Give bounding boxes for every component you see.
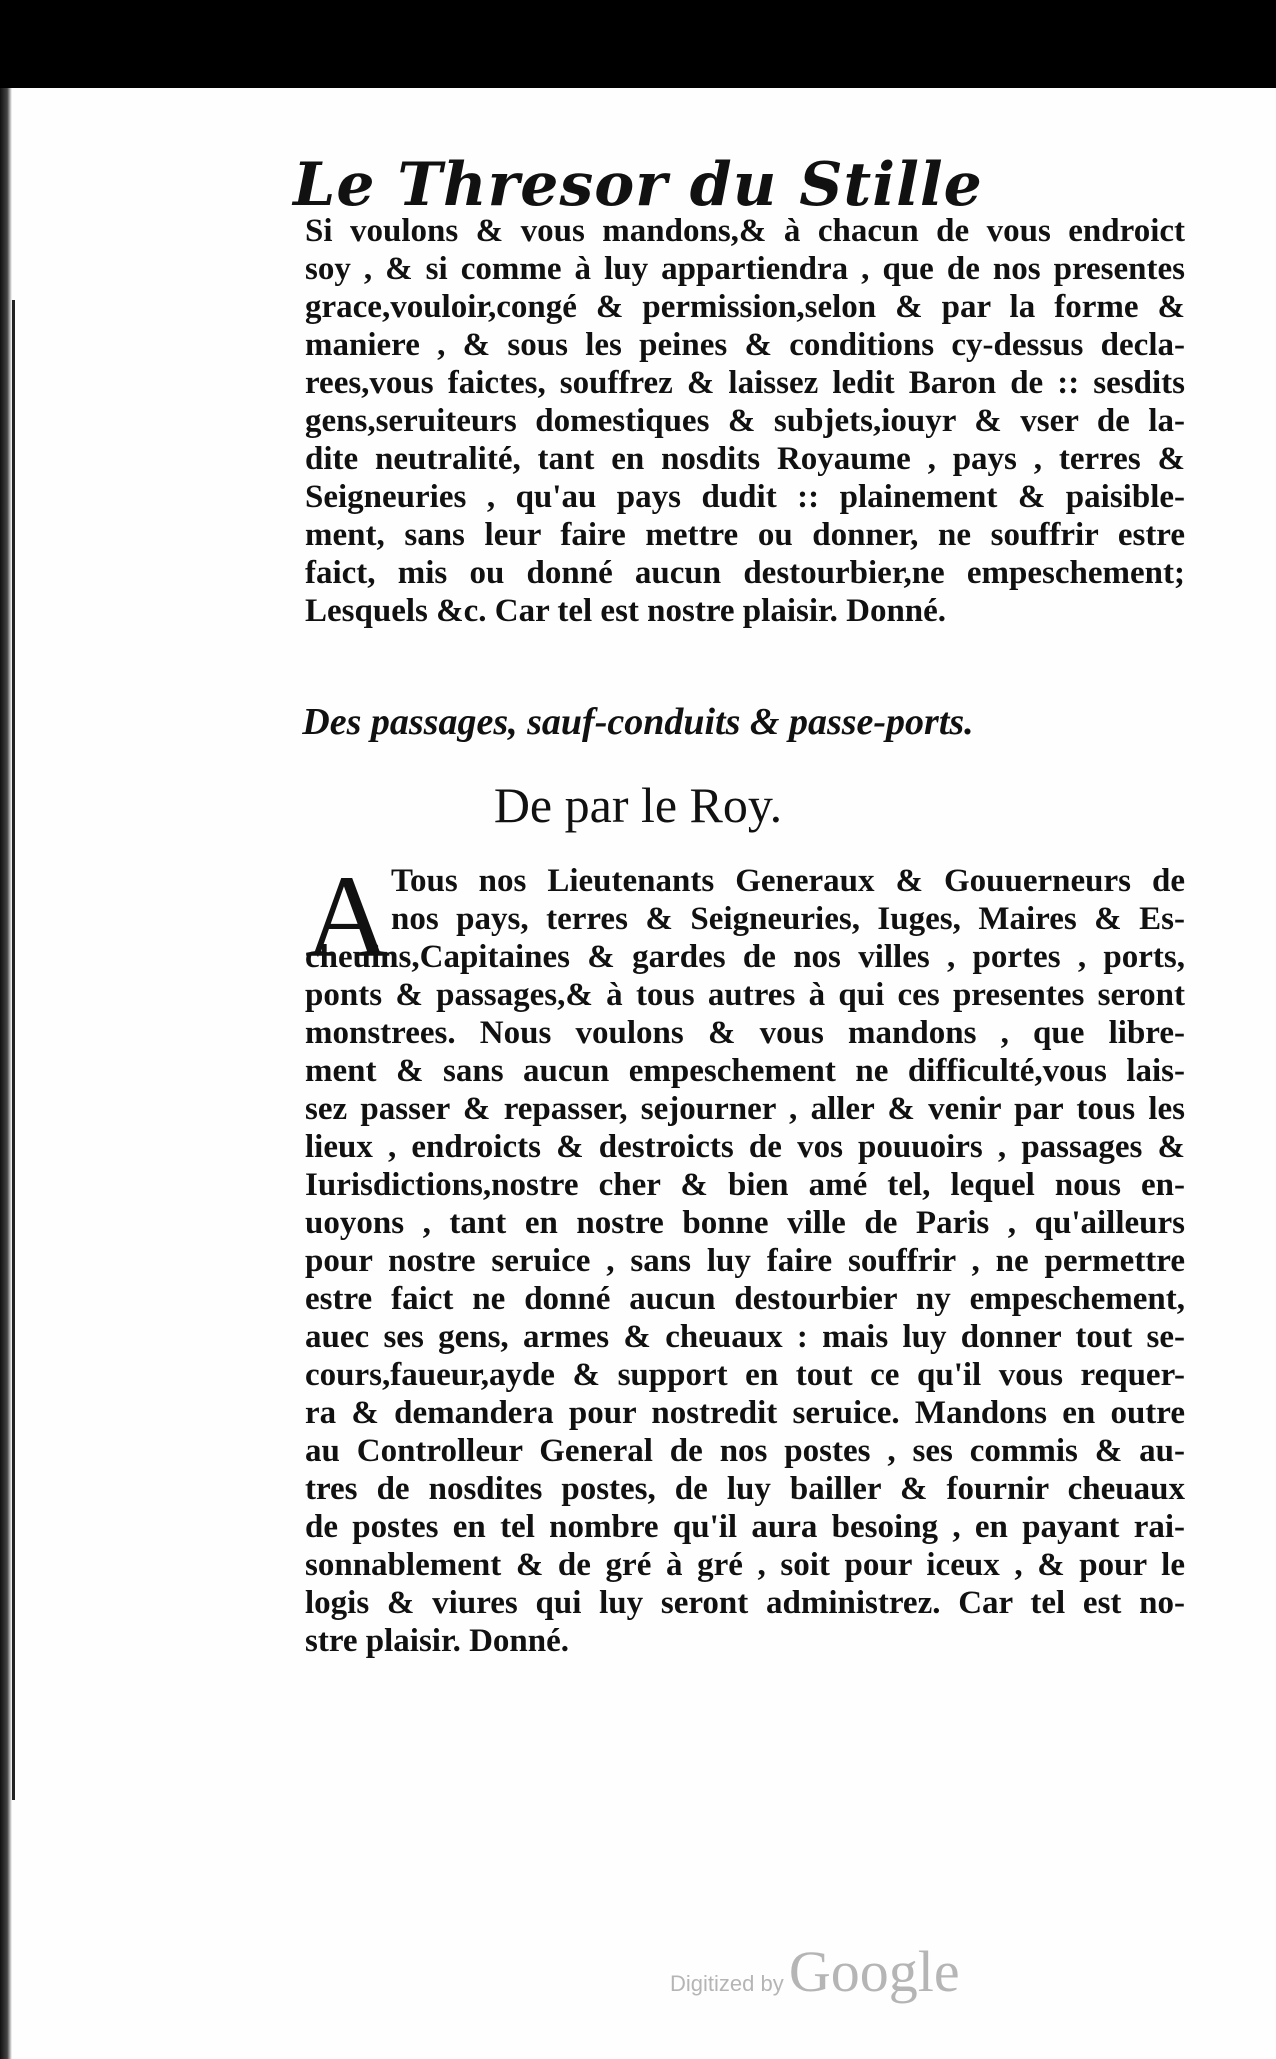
google-watermark bbox=[670, 1938, 960, 2005]
text-line: estre faict ne donné aucun destourbier ny empeschement, bbox=[305, 1281, 1185, 1317]
watermark-prefix: Digitized by bbox=[670, 1971, 784, 1996]
text-line: sonnablement & de gré à gré , soit pour iceux , & pour le bbox=[305, 1547, 1185, 1583]
drop-cap: A bbox=[305, 851, 391, 982]
text-line: maniere , & sous les peines & conditions cy-dessus decla- bbox=[305, 327, 1185, 363]
paragraph-passeport bbox=[305, 851, 1185, 1660]
text-line: Tous nos Lieutenants Generaux & Gouuerneurs de bbox=[391, 863, 1185, 899]
text-line: ra & demandera pour nostredit seruice. Mandons en outre bbox=[305, 1395, 1185, 1431]
text-line: grace,vouloir,congé & permission,selon & par la forme & bbox=[305, 289, 1185, 325]
text-line: cheuins,Capitaines & gardes de nos villes , portes , ports, bbox=[305, 939, 1185, 975]
text-line: sez passer & repasser, sejourner , aller & venir par tous les bbox=[305, 1091, 1185, 1127]
text-line: dite neutralité, tant en nosdits Royaume , pays , terres & bbox=[305, 441, 1185, 477]
text-line: pour nostre seruice , sans luy faire souffrir , ne permettre bbox=[305, 1243, 1185, 1279]
running-title: Le Thresor du Stille bbox=[293, 150, 983, 220]
text-line: Iurisdictions,nostre cher & bien amé tel, lequel nous en- bbox=[305, 1167, 1185, 1203]
book-spine-shadow bbox=[0, 88, 12, 2059]
section-title: Des passages, sauf-conduits & passe-ports. bbox=[302, 701, 974, 743]
text-line: de postes en tel nombre qu'il aura besoing , en payant rai- bbox=[305, 1509, 1185, 1545]
text-line: monstrees. Nous voulons & vous mandons , que libre- bbox=[305, 1015, 1185, 1051]
decree-title: De par le Roy. bbox=[493, 777, 783, 833]
text-line: logis & viures qui luy seront administrez. Car tel est no- bbox=[305, 1585, 1185, 1621]
text-line: ment & sans aucun empeschement ne difficulté,vous lais- bbox=[305, 1053, 1185, 1089]
text-line: ment, sans leur faire mettre ou donner, ne souffrir estre bbox=[305, 517, 1185, 553]
text-line: au Controlleur General de nos postes , ses commis & au- bbox=[305, 1433, 1185, 1469]
text-line: auec ses gens, armes & cheuaux : mais luy donner tout se- bbox=[305, 1319, 1185, 1355]
text-line: nos pays, terres & Seigneuries, Iuges, Maires & Es- bbox=[391, 901, 1185, 937]
text-line: rees,vous faictes, souffrez & laissez ledit Baron de :: sesdits bbox=[305, 365, 1185, 401]
text-line: soy , & si comme à luy appartiendra , que de nos presentes bbox=[305, 251, 1185, 287]
text-line: ponts & passages,& à tous autres à qui ces presentes seront bbox=[305, 977, 1185, 1013]
text-line: uoyons , tant en nostre bonne ville de Paris , qu'ailleurs bbox=[305, 1205, 1185, 1241]
text-line: tres de nosdites postes, de luy bailler & fournir cheuaux bbox=[305, 1471, 1185, 1507]
text-line: stre plaisir. Donné. bbox=[305, 1623, 570, 1659]
text-line: Seigneuries , qu'au pays dudit :: plainement & paisible- bbox=[305, 479, 1185, 515]
text-line: lieux , endroicts & destroicts de vos pouuoirs , passages & bbox=[305, 1129, 1185, 1165]
text-line: Lesquels &c. Car tel est nostre plaisir. Donné. bbox=[305, 593, 947, 629]
text-line: Si voulons & vous mandons,& à chacun de vous endroict bbox=[305, 213, 1185, 249]
text-line: cours,faueur,ayde & support en tout ce qu'il vous requer- bbox=[305, 1357, 1185, 1393]
watermark-brand: Google bbox=[788, 1939, 960, 2004]
text-line: faict, mis ou donné aucun destourbier,ne empeschement; bbox=[305, 555, 1185, 591]
page-edge bbox=[12, 300, 15, 1800]
paragraph-neutralite bbox=[305, 212, 1185, 630]
text-line: gens,seruiteurs domestiques & subjets,iouyr & vser de la- bbox=[305, 403, 1185, 439]
